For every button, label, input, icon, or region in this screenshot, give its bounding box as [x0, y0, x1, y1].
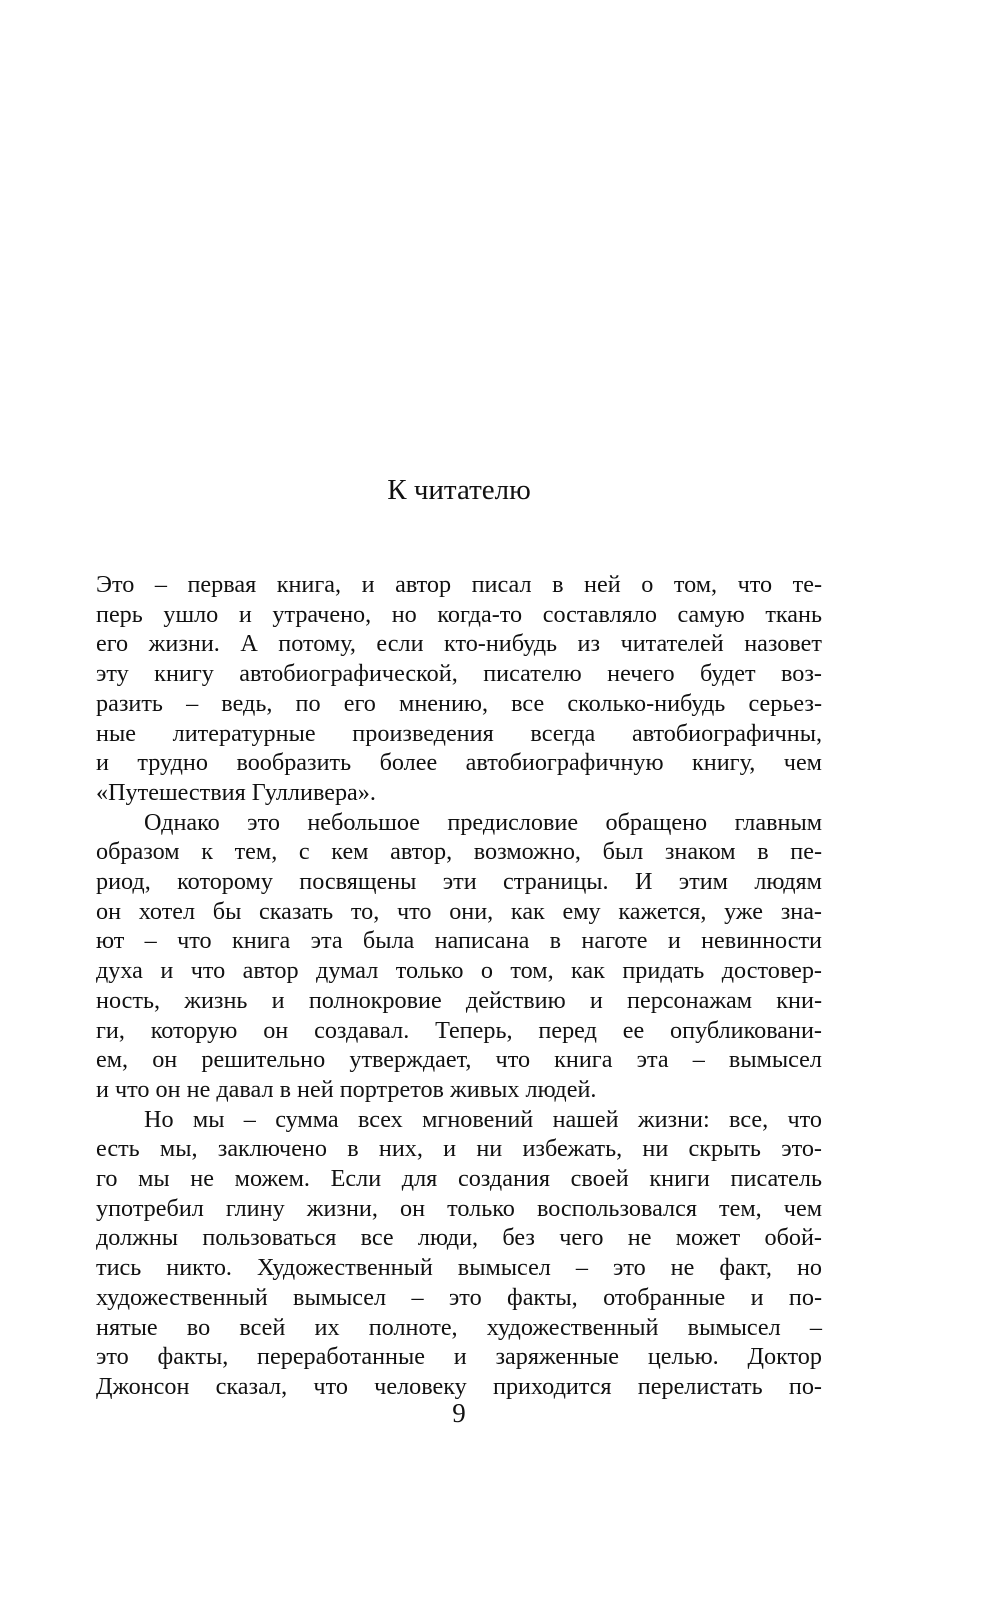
text-line: ем, он решительно утверждает, что книга эта – вымысел — [96, 1046, 822, 1074]
text-line: риод, которому посвящены эти страницы. И этим людям — [96, 868, 822, 896]
text-line: он хотел бы сказать то, что они, как ему кажется, уже зна- — [96, 897, 822, 925]
text-line: тись никто. Художественный вымысел – это не факт, но — [96, 1254, 822, 1282]
text-line: должны пользоваться все люди, без чего не может обой- — [96, 1224, 822, 1252]
text-line: нятые во всей их полноте, художественный вымысел – — [96, 1313, 822, 1341]
text-line: ность, жизнь и полнокровие действию и персонажам кни- — [96, 986, 822, 1014]
text-line: образом к тем, с кем автор, возможно, был знаком в пе- — [96, 838, 822, 866]
text-line: и что он не давал в ней портретов живых людей. — [96, 1075, 597, 1103]
text-line: Но мы – сумма всех мгновений нашей жизни: все, что — [144, 1105, 822, 1133]
body-text — [96, 570, 822, 1402]
text-line: разить – ведь, по его мнению, все сколько-нибудь серьез- — [96, 689, 822, 717]
text-line: «Путешествия Гулливера». — [96, 778, 376, 806]
text-line: его жизни. А потому, если кто-нибудь из читателей назовет — [96, 630, 822, 658]
text-line: ги, которую он создавал. Теперь, перед ее опубликовани- — [96, 1016, 822, 1044]
text-line: художественный вымысел – это факты, отобранные и по- — [96, 1283, 822, 1311]
text-line: употребил глину жизни, он только воспользовался тем, чем — [96, 1194, 822, 1222]
text-line: есть мы, заключено в них, и ни избежать, ни скрыть это- — [96, 1135, 822, 1163]
text-line: перь ушло и утрачено, но когда-то составляло самую ткань — [96, 600, 822, 628]
text-line: Джонсон сказал, что человеку приходится перелистать по- — [96, 1372, 822, 1400]
text-line: и трудно вообразить более автобиографичную книгу, чем — [96, 749, 822, 777]
text-line: это факты, переработанные и заряженные целью. Доктор — [96, 1343, 822, 1371]
chapter-title: К читателю — [387, 474, 531, 506]
text-line: ные литературные произведения всегда автобиографичны, — [96, 719, 822, 747]
text-line: духа и что автор думал только о том, как придать достовер- — [96, 957, 822, 985]
text-line: го мы не можем. Если для создания своей книги писатель — [96, 1165, 822, 1193]
text-line: ют – что книга эта была написана в наготе и невинности — [96, 927, 822, 955]
page-number: 9 — [452, 1398, 466, 1428]
text-line: Однако это небольшое предисловие обращено главным — [144, 808, 822, 836]
text-line: Это – первая книга, и автор писал в ней о том, что те- — [96, 571, 822, 598]
text-line: эту книгу автобиографической, писателю нечего будет воз- — [96, 660, 822, 688]
